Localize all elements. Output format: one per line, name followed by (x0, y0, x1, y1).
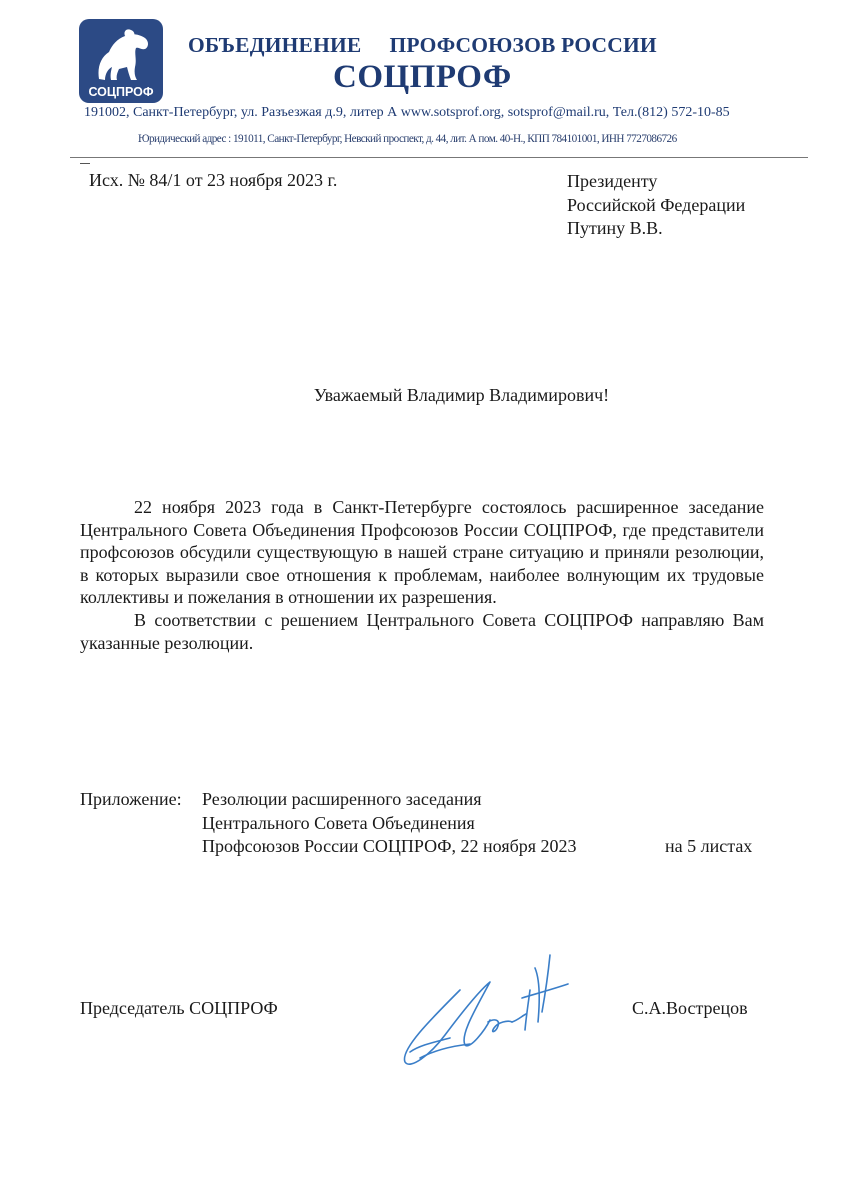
divider-mark (80, 163, 90, 164)
org-name-part2: ПРОФСОЮЗОВ РОССИИ (389, 33, 657, 57)
attachment-sheet-count: на 5 листах (665, 836, 753, 856)
letter-body (80, 496, 764, 654)
org-name-part1: ОБЪЕДИНЕНИЕ (188, 33, 362, 57)
body-paragraph-1: 22 ноября 2023 года в Санкт-Петербурге состоялось расширенное заседание Центрального Совета Объединения Профсоюзов России СОЦПРОФ, где представители профсоюзов обсудили существующую в нашей стране ситуацию и приняли резолюции, в которых выразили свое отношения к проблемам, наиболее волнующим их трудовые коллективы и пожелания в отношении их разрешения. (80, 497, 764, 608)
addressee-line-3: Путину В.В. (567, 218, 663, 238)
organization-name (188, 33, 657, 58)
logo-text: СОЦПРОФ (88, 85, 154, 99)
attachment-label: Приложение: (80, 789, 182, 809)
signatory-title: Председатель СОЦПРОФ (80, 998, 278, 1018)
outgoing-reference: Исх. № 84/1 от 23 ноября 2023 г. (89, 170, 338, 190)
organization-abbreviation: СОЦПРОФ (333, 59, 512, 95)
attachment-line-3: Профсоюзов России СОЦПРОФ, 22 ноября 2023 (202, 836, 577, 856)
legal-address-line: Юридический адрес : 191011, Санкт-Петербург, Невский проспект, д. 44, лит. А пом. 40-Н., КПП 784101001, ИНН 7727086726 (138, 133, 677, 145)
organization-logo (79, 19, 163, 103)
addressee-line-1: Президенту (567, 171, 658, 191)
attachment-line-2: Центрального Совета Объединения (202, 812, 475, 833)
addressee-line-2: Российской Федерации (567, 194, 746, 215)
handwritten-signature (390, 950, 580, 1075)
salutation: Уважаемый Владимир Владимирович! (313, 385, 610, 405)
body-paragraph-2: В соответствии с решением Центрального Совета СОЦПРОФ направляю Вам указанные резолюции. (80, 609, 764, 653)
addressee-block (567, 170, 745, 241)
letterhead-divider (70, 157, 808, 158)
contact-line: 191002, Санкт-Петербург, ул. Разъезжая д.9, литер А www.sotsprof.org, sotsprof@mail.ru, Тел.(812) 572-10-85 (84, 105, 730, 120)
signatory-name: С.А.Вострецов (632, 998, 748, 1018)
attachment-line-1: Резолюции расширенного заседания (202, 789, 482, 809)
